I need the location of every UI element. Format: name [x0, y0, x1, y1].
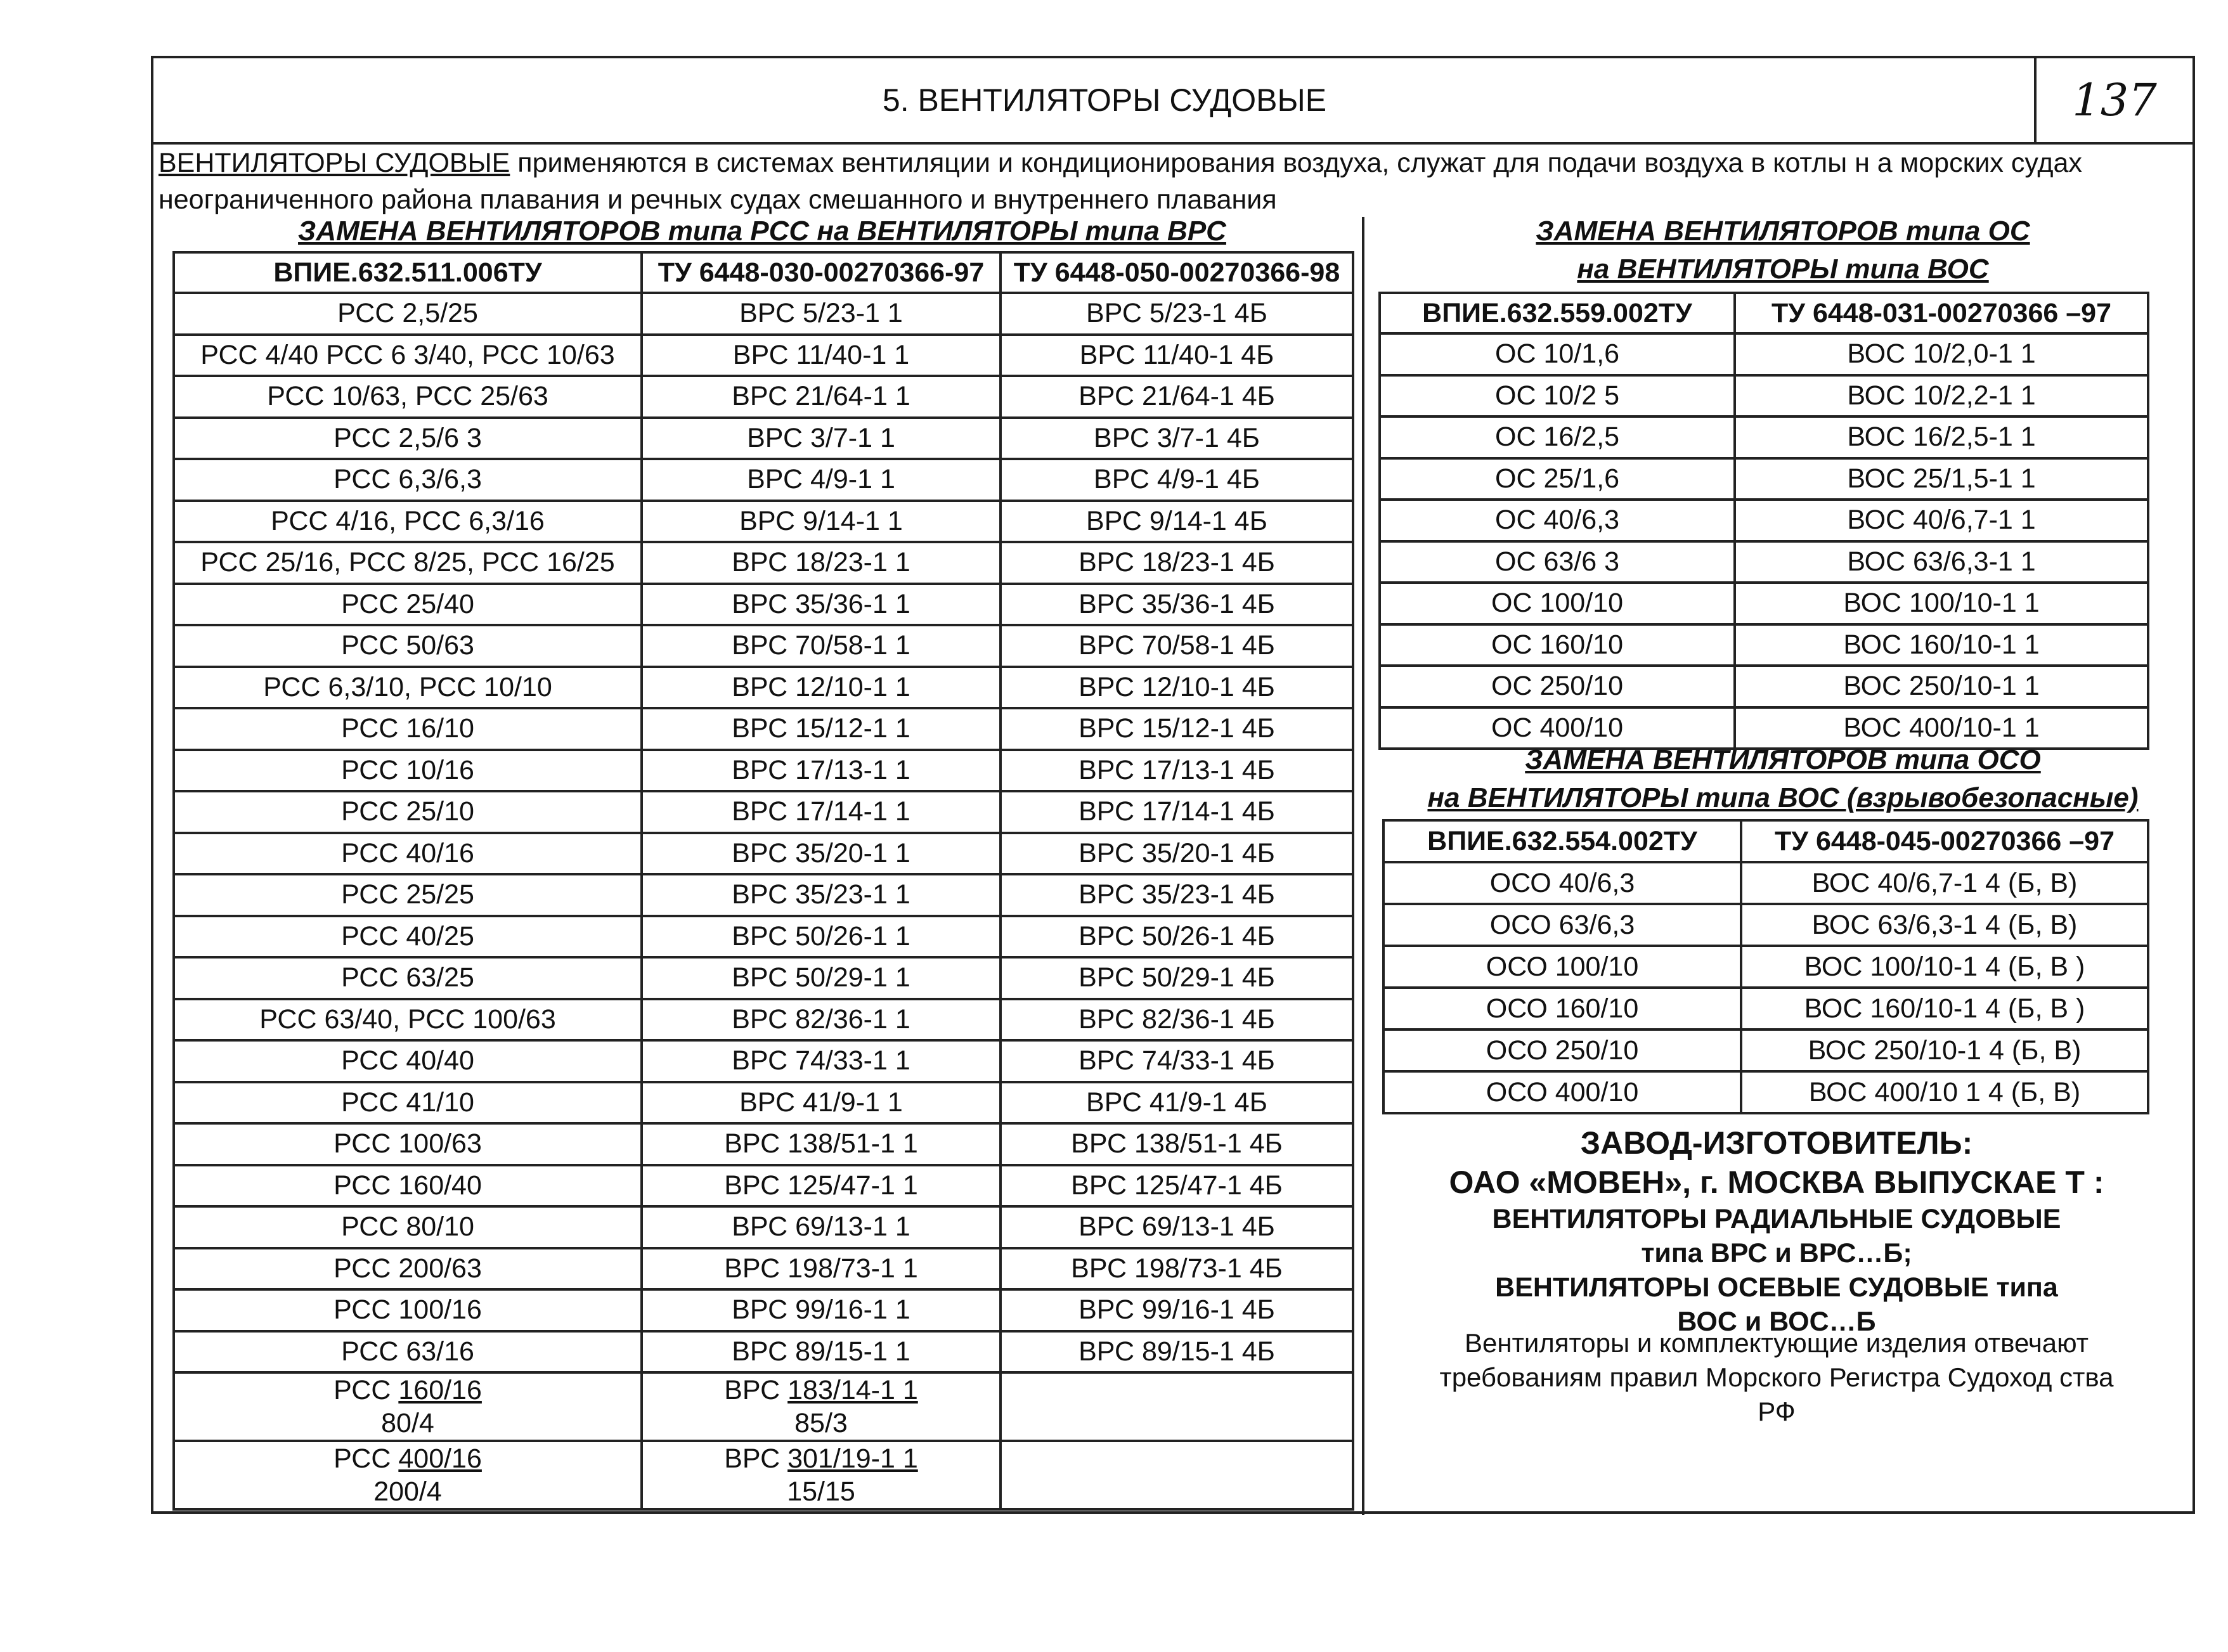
table-row — [174, 584, 1353, 626]
table-cell: ВРС 35/20-1 4Б — [1001, 833, 1353, 875]
table-cell: ВОС 160/10-1 1 — [1735, 624, 2148, 666]
table-cell: ВРС 198/73-1 1 — [642, 1248, 1001, 1290]
oso-table-caption-line1: ЗАМЕНА ВЕНТИЛЯТОРОВ типа ОСО — [1525, 744, 2041, 775]
cell-line — [175, 1374, 640, 1407]
table-cell: ВРС 82/36-1 4Б — [1001, 999, 1353, 1041]
os-vos-table — [1378, 292, 2149, 750]
page-number: 137 — [2072, 74, 2157, 126]
column-header: ВПИЕ.632.554.002ТУ — [1383, 820, 1741, 862]
table-cell: ВРС 15/12-1 1 — [642, 708, 1001, 750]
table-cell — [1001, 1372, 1353, 1441]
table-cell: ОСО 40/6,3 — [1383, 862, 1741, 904]
table-row — [174, 916, 1353, 958]
table-cell: РСС 63/16 — [174, 1331, 642, 1373]
table-row — [1380, 707, 2148, 749]
cell-line — [175, 1442, 640, 1475]
manufacturer-line: ВЕНТИЛЯТОРЫ ОСЕВЫЕ СУДОВЫЕ типа — [1495, 1272, 2058, 1303]
page-title: 5. ВЕНТИЛЯТОРЫ СУДОВЫЕ — [882, 82, 1327, 118]
table-cell: ВРС 11/40-1 4Б — [1001, 335, 1353, 377]
cell-prefix: РСС — [334, 1443, 399, 1474]
table-row — [174, 708, 1353, 750]
table-cell: ВРС 3/7-1 1 — [642, 418, 1001, 460]
table-cell: ВРС 35/23-1 1 — [642, 874, 1001, 916]
table-cell: ВРС 12/10-1 1 — [642, 667, 1001, 709]
table-row — [1383, 904, 2148, 946]
table-cell: ВРС 9/14-1 1 — [642, 501, 1001, 543]
manufacturer-line: ВЕНТИЛЯТОРЫ РАДИАЛЬНЫЕ СУДОВЫЕ — [1492, 1204, 2061, 1234]
table-header-row — [1380, 293, 2148, 333]
table-cell: ВОС 40/6,7-1 4 (Б, В) — [1741, 862, 2148, 904]
table-cell: ВРС 5/23-1 4Б — [1001, 293, 1353, 335]
table-row — [1380, 541, 2148, 583]
table-cell: РСС 10/63, РСС 25/63 — [174, 376, 642, 418]
table-row — [1383, 1029, 2148, 1071]
table-row — [1380, 416, 2148, 458]
table-cell: РСС 40/16 — [174, 833, 642, 875]
os-table-caption-line1: ЗАМЕНА ВЕНТИЛЯТОРОВ типа ОС — [1536, 216, 2030, 247]
table-cell: ВРС 17/13-1 1 — [642, 750, 1001, 792]
os-table-caption-line2: на ВЕНТИЛЯТОРЫ типа ВОС — [1577, 254, 1989, 285]
note-line: РФ — [1758, 1397, 1796, 1426]
table-row — [174, 293, 1353, 335]
cell-prefix: ВРС — [724, 1375, 788, 1405]
cell-denominator: 200/4 — [373, 1476, 442, 1507]
table-cell: ОС 16/2,5 — [1380, 416, 1735, 458]
table-cell: ВРС 74/33-1 1 — [642, 1040, 1001, 1082]
table-cell — [174, 1441, 642, 1509]
table-cell: РСС 200/63 — [174, 1248, 642, 1290]
table-cell — [642, 1372, 1001, 1441]
table-cell: ВРС 35/36-1 4Б — [1001, 584, 1353, 626]
table-cell: ВОС 400/10-1 1 — [1735, 707, 2148, 749]
table-cell: ВРС 50/26-1 4Б — [1001, 916, 1353, 958]
table-cell: ВРС 11/40-1 1 — [642, 335, 1001, 377]
table-cell: ОС 40/6,3 — [1380, 500, 1735, 541]
table-row — [174, 1123, 1353, 1165]
table-cell: ВОС 10/2,2-1 1 — [1735, 375, 2148, 417]
cell-denominator: 80/4 — [381, 1408, 434, 1438]
table-row — [174, 335, 1353, 377]
table-row — [174, 1248, 1353, 1290]
table-cell: ВРС 17/14-1 4Б — [1001, 791, 1353, 833]
table-row — [1380, 333, 2148, 375]
table-row — [1383, 862, 2148, 904]
table-cell: ВРС 41/9-1 4Б — [1001, 1082, 1353, 1124]
manufacturer-line: типа ВРС и ВРС…Б; — [1641, 1238, 1912, 1268]
title-row — [153, 58, 2192, 145]
column-header: ТУ 6448-050-00270366-98 — [1001, 252, 1353, 293]
table-row — [174, 459, 1353, 501]
table-cell: ВОС 250/10-1 4 (Б, В) — [1741, 1029, 2148, 1071]
cell-prefix: ВРС — [724, 1443, 788, 1474]
table-cell: ВРС 50/29-1 4Б — [1001, 957, 1353, 999]
table-cell: ОСО 100/10 — [1383, 946, 1741, 988]
intro-text: применяются в системах вентиляции и кондиционирования воздуха, служат для подачи воздуха в котлы н а морских судах неограниченного района плавания и речных судах смешанного и внутреннего плавания — [159, 148, 2082, 215]
table-row — [174, 667, 1353, 709]
table-cell: РСС 4/16, РСС 6,3/16 — [174, 501, 642, 543]
table-row — [1380, 500, 2148, 541]
table-cell: ВРС 198/73-1 4Б — [1001, 1248, 1353, 1290]
table-cell: РСС 16/10 — [174, 708, 642, 750]
table-cell: ВОС 400/10 1 4 (Б, В) — [1741, 1071, 2148, 1113]
table-cell: ВРС 18/23-1 4Б — [1001, 542, 1353, 584]
table-row — [174, 625, 1353, 667]
table-cell: ВОС 160/10-1 4 (Б, В ) — [1741, 988, 2148, 1029]
table-cell: ВРС 35/36-1 1 — [642, 584, 1001, 626]
table-cell: ВРС 21/64-1 1 — [642, 376, 1001, 418]
table-cell: РСС 100/16 — [174, 1289, 642, 1331]
table-cell: ОС 100/10 — [1380, 583, 1735, 624]
table-row — [174, 418, 1353, 460]
table-cell: ОСО 160/10 — [1383, 988, 1741, 1029]
table-cell: ОС 250/10 — [1380, 666, 1735, 707]
column-header: ВПИЕ.632.559.002ТУ — [1380, 293, 1735, 333]
manufacturer-heading: ЗАВОД-ИЗГОТОВИТЕЛЬ: — [1580, 1125, 1973, 1161]
column-divider — [1362, 217, 1364, 1515]
table-row — [174, 501, 1353, 543]
oso-vos-table — [1382, 819, 2149, 1114]
table-cell: РСС 4/40 РСС 6 3/40, РСС 10/63 — [174, 335, 642, 377]
manufacturer-line: ВОС и ВОС…Б — [1677, 1307, 1876, 1337]
table-row — [174, 1372, 1353, 1441]
manufacturer-block — [1383, 1123, 2170, 1339]
cell-numerator: 183/14-1 1 — [787, 1375, 918, 1405]
table-row — [174, 1441, 1353, 1509]
table-row — [1380, 375, 2148, 417]
column-header: ТУ 6448-031-00270366 –97 — [1735, 293, 2148, 333]
table-cell: РСС 160/40 — [174, 1165, 642, 1207]
table-row — [174, 1165, 1353, 1207]
table-cell: ВРС 4/9-1 4Б — [1001, 459, 1353, 501]
table-cell: ВРС 12/10-1 4Б — [1001, 667, 1353, 709]
table-row — [1380, 666, 2148, 707]
table-cell: ВРС 70/58-1 4Б — [1001, 625, 1353, 667]
table-cell: ВРС 125/47-1 1 — [642, 1165, 1001, 1207]
table-cell: ВРС 35/23-1 4Б — [1001, 874, 1353, 916]
table-cell: РСС 40/40 — [174, 1040, 642, 1082]
table-cell — [1001, 1441, 1353, 1509]
document-frame — [151, 56, 2195, 1514]
column-header: ТУ 6448-030-00270366-97 — [642, 252, 1001, 293]
table-cell: ОСО 400/10 — [1383, 1071, 1741, 1113]
table-cell: ОС 160/10 — [1380, 624, 1735, 666]
table-cell: ВОС 10/2,0-1 1 — [1735, 333, 2148, 375]
table-cell: ВРС 74/33-1 4Б — [1001, 1040, 1353, 1082]
table-row — [1380, 583, 2148, 624]
table-cell: ВРС 125/47-1 4Б — [1001, 1165, 1353, 1207]
table-header-row — [174, 252, 1353, 293]
table-cell: ОСО 63/6,3 — [1383, 904, 1741, 946]
oso-table-caption-line2: на ВЕНТИЛЯТОРЫ типа ВОС (взрывобезопасные) — [1427, 782, 2139, 813]
table-cell: ВРС 89/15-1 4Б — [1001, 1331, 1353, 1373]
table-cell: РСС 50/63 — [174, 625, 642, 667]
table-row — [1383, 946, 2148, 988]
table-cell: РСС 80/10 — [174, 1206, 642, 1248]
table-row — [174, 542, 1353, 584]
table-cell: ВОС 25/1,5-1 1 — [1735, 458, 2148, 500]
table-row — [174, 957, 1353, 999]
cell-denominator: 85/3 — [794, 1408, 848, 1438]
table-row — [174, 376, 1353, 418]
table-row — [174, 750, 1353, 792]
table-cell: ВРС 15/12-1 4Б — [1001, 708, 1353, 750]
table-cell: ВРС 9/14-1 4Б — [1001, 501, 1353, 543]
table-cell: РСС 2,5/6 3 — [174, 418, 642, 460]
table-header-row — [1383, 820, 2148, 862]
table-cell: РСС 10/16 — [174, 750, 642, 792]
table-cell: ВРС 99/16-1 1 — [642, 1289, 1001, 1331]
table-row — [1380, 458, 2148, 500]
table-cell: ВРС 138/51-1 1 — [642, 1123, 1001, 1165]
column-header: ТУ 6448-045-00270366 –97 — [1741, 820, 2148, 862]
table-cell: ВОС 250/10-1 1 — [1735, 666, 2148, 707]
table-cell: ВРС 70/58-1 1 — [642, 625, 1001, 667]
table-row — [174, 874, 1353, 916]
cell-prefix: РСС — [334, 1375, 399, 1405]
table-cell: ОС 63/6 3 — [1380, 541, 1735, 583]
table-cell: ОС 10/1,6 — [1380, 333, 1735, 375]
intro-paragraph — [159, 145, 2187, 218]
table-cell: ВРС 69/13-1 1 — [642, 1206, 1001, 1248]
table-cell: ОС 10/2 5 — [1380, 375, 1735, 417]
table-cell: ВОС 100/10-1 1 — [1735, 583, 2148, 624]
table-row — [174, 1040, 1353, 1082]
table-row — [1383, 1071, 2148, 1113]
table-cell: ВРС 35/20-1 1 — [642, 833, 1001, 875]
column-header: ВПИЕ.632.511.006ТУ — [174, 252, 642, 293]
manufacturer-line: ОАО «МОВЕН», г. МОСКВА ВЫПУСКАЕ Т : — [1449, 1165, 2104, 1200]
note-line: Вентиляторы и комплектующие изделия отвечают — [1465, 1328, 2089, 1358]
table-cell — [174, 1372, 642, 1441]
table-cell: ВРС 17/13-1 4Б — [1001, 750, 1353, 792]
note-line: требованиям правил Морского Регистра Судоход ства — [1439, 1362, 2114, 1392]
table-cell: РСС 6,3/10, РСС 10/10 — [174, 667, 642, 709]
table-cell — [642, 1441, 1001, 1509]
table-cell: ВРС 82/36-1 1 — [642, 999, 1001, 1041]
cell-line — [643, 1374, 999, 1407]
table-cell: ВРС 89/15-1 1 — [642, 1331, 1001, 1373]
table-cell: ВРС 41/9-1 1 — [642, 1082, 1001, 1124]
table-cell: ОС 25/1,6 — [1380, 458, 1735, 500]
table-cell: РСС 25/16, РСС 8/25, РСС 16/25 — [174, 542, 642, 584]
table-cell: ВРС 69/13-1 4Б — [1001, 1206, 1353, 1248]
table-row — [1380, 624, 2148, 666]
table-cell: ВРС 50/26-1 1 — [642, 916, 1001, 958]
table-cell: ОСО 250/10 — [1383, 1029, 1741, 1071]
table-cell: РСС 100/63 — [174, 1123, 642, 1165]
table-cell: РСС 6,3/6,3 — [174, 459, 642, 501]
table-row — [174, 833, 1353, 875]
table-cell: ВРС 3/7-1 4Б — [1001, 418, 1353, 460]
table-cell: ВРС 4/9-1 1 — [642, 459, 1001, 501]
table-cell: РСС 25/40 — [174, 584, 642, 626]
table-cell: ВОС 16/2,5-1 1 — [1735, 416, 2148, 458]
table-cell: ВРС 138/51-1 4Б — [1001, 1123, 1353, 1165]
table-cell: ОС 400/10 — [1380, 707, 1735, 749]
table-row — [174, 999, 1353, 1041]
table-row — [174, 1331, 1353, 1373]
table-cell: ВРС 99/16-1 4Б — [1001, 1289, 1353, 1331]
table-cell: ВРС 17/14-1 1 — [642, 791, 1001, 833]
table-cell: РСС 40/25 — [174, 916, 642, 958]
table-cell: ВОС 100/10-1 4 (Б, В ) — [1741, 946, 2148, 988]
table-cell: РСС 63/40, РСС 100/63 — [174, 999, 642, 1041]
table-cell: ВРС 21/64-1 4Б — [1001, 376, 1353, 418]
certification-note — [1383, 1326, 2170, 1429]
table-row — [174, 1206, 1353, 1248]
table-cell: ВРС 50/29-1 1 — [642, 957, 1001, 999]
table-row — [174, 1082, 1353, 1124]
intro-lead: ВЕНТИЛЯТОРЫ СУДОВЫЕ — [159, 148, 510, 178]
table-cell: РСС 41/10 — [174, 1082, 642, 1124]
table-row — [1383, 988, 2148, 1029]
table-cell: РСС 63/25 — [174, 957, 642, 999]
left-table-caption: ЗАМЕНА ВЕНТИЛЯТОРОВ типа РСС на ВЕНТИЛЯТОРЫ типа ВРС — [298, 216, 1226, 247]
table-cell: ВОС 63/6,3-1 4 (Б, В) — [1741, 904, 2148, 946]
table-cell: ВОС 63/6,3-1 1 — [1735, 541, 2148, 583]
cell-numerator: 400/16 — [398, 1443, 482, 1474]
cell-denominator: 15/15 — [787, 1476, 855, 1507]
rss-vrs-table — [172, 251, 1354, 1511]
table-cell: РСС 2,5/25 — [174, 293, 642, 335]
table-cell: РСС 25/10 — [174, 791, 642, 833]
table-cell: РСС 25/25 — [174, 874, 642, 916]
table-cell: ВРС 18/23-1 1 — [642, 542, 1001, 584]
cell-numerator: 301/19-1 1 — [787, 1443, 918, 1474]
table-row — [174, 791, 1353, 833]
page-number-box — [2034, 58, 2192, 142]
cell-line — [643, 1442, 999, 1475]
cell-numerator: 160/16 — [398, 1375, 482, 1405]
table-cell: ВРС 5/23-1 1 — [642, 293, 1001, 335]
table-row — [174, 1289, 1353, 1331]
table-cell: ВОС 40/6,7-1 1 — [1735, 500, 2148, 541]
